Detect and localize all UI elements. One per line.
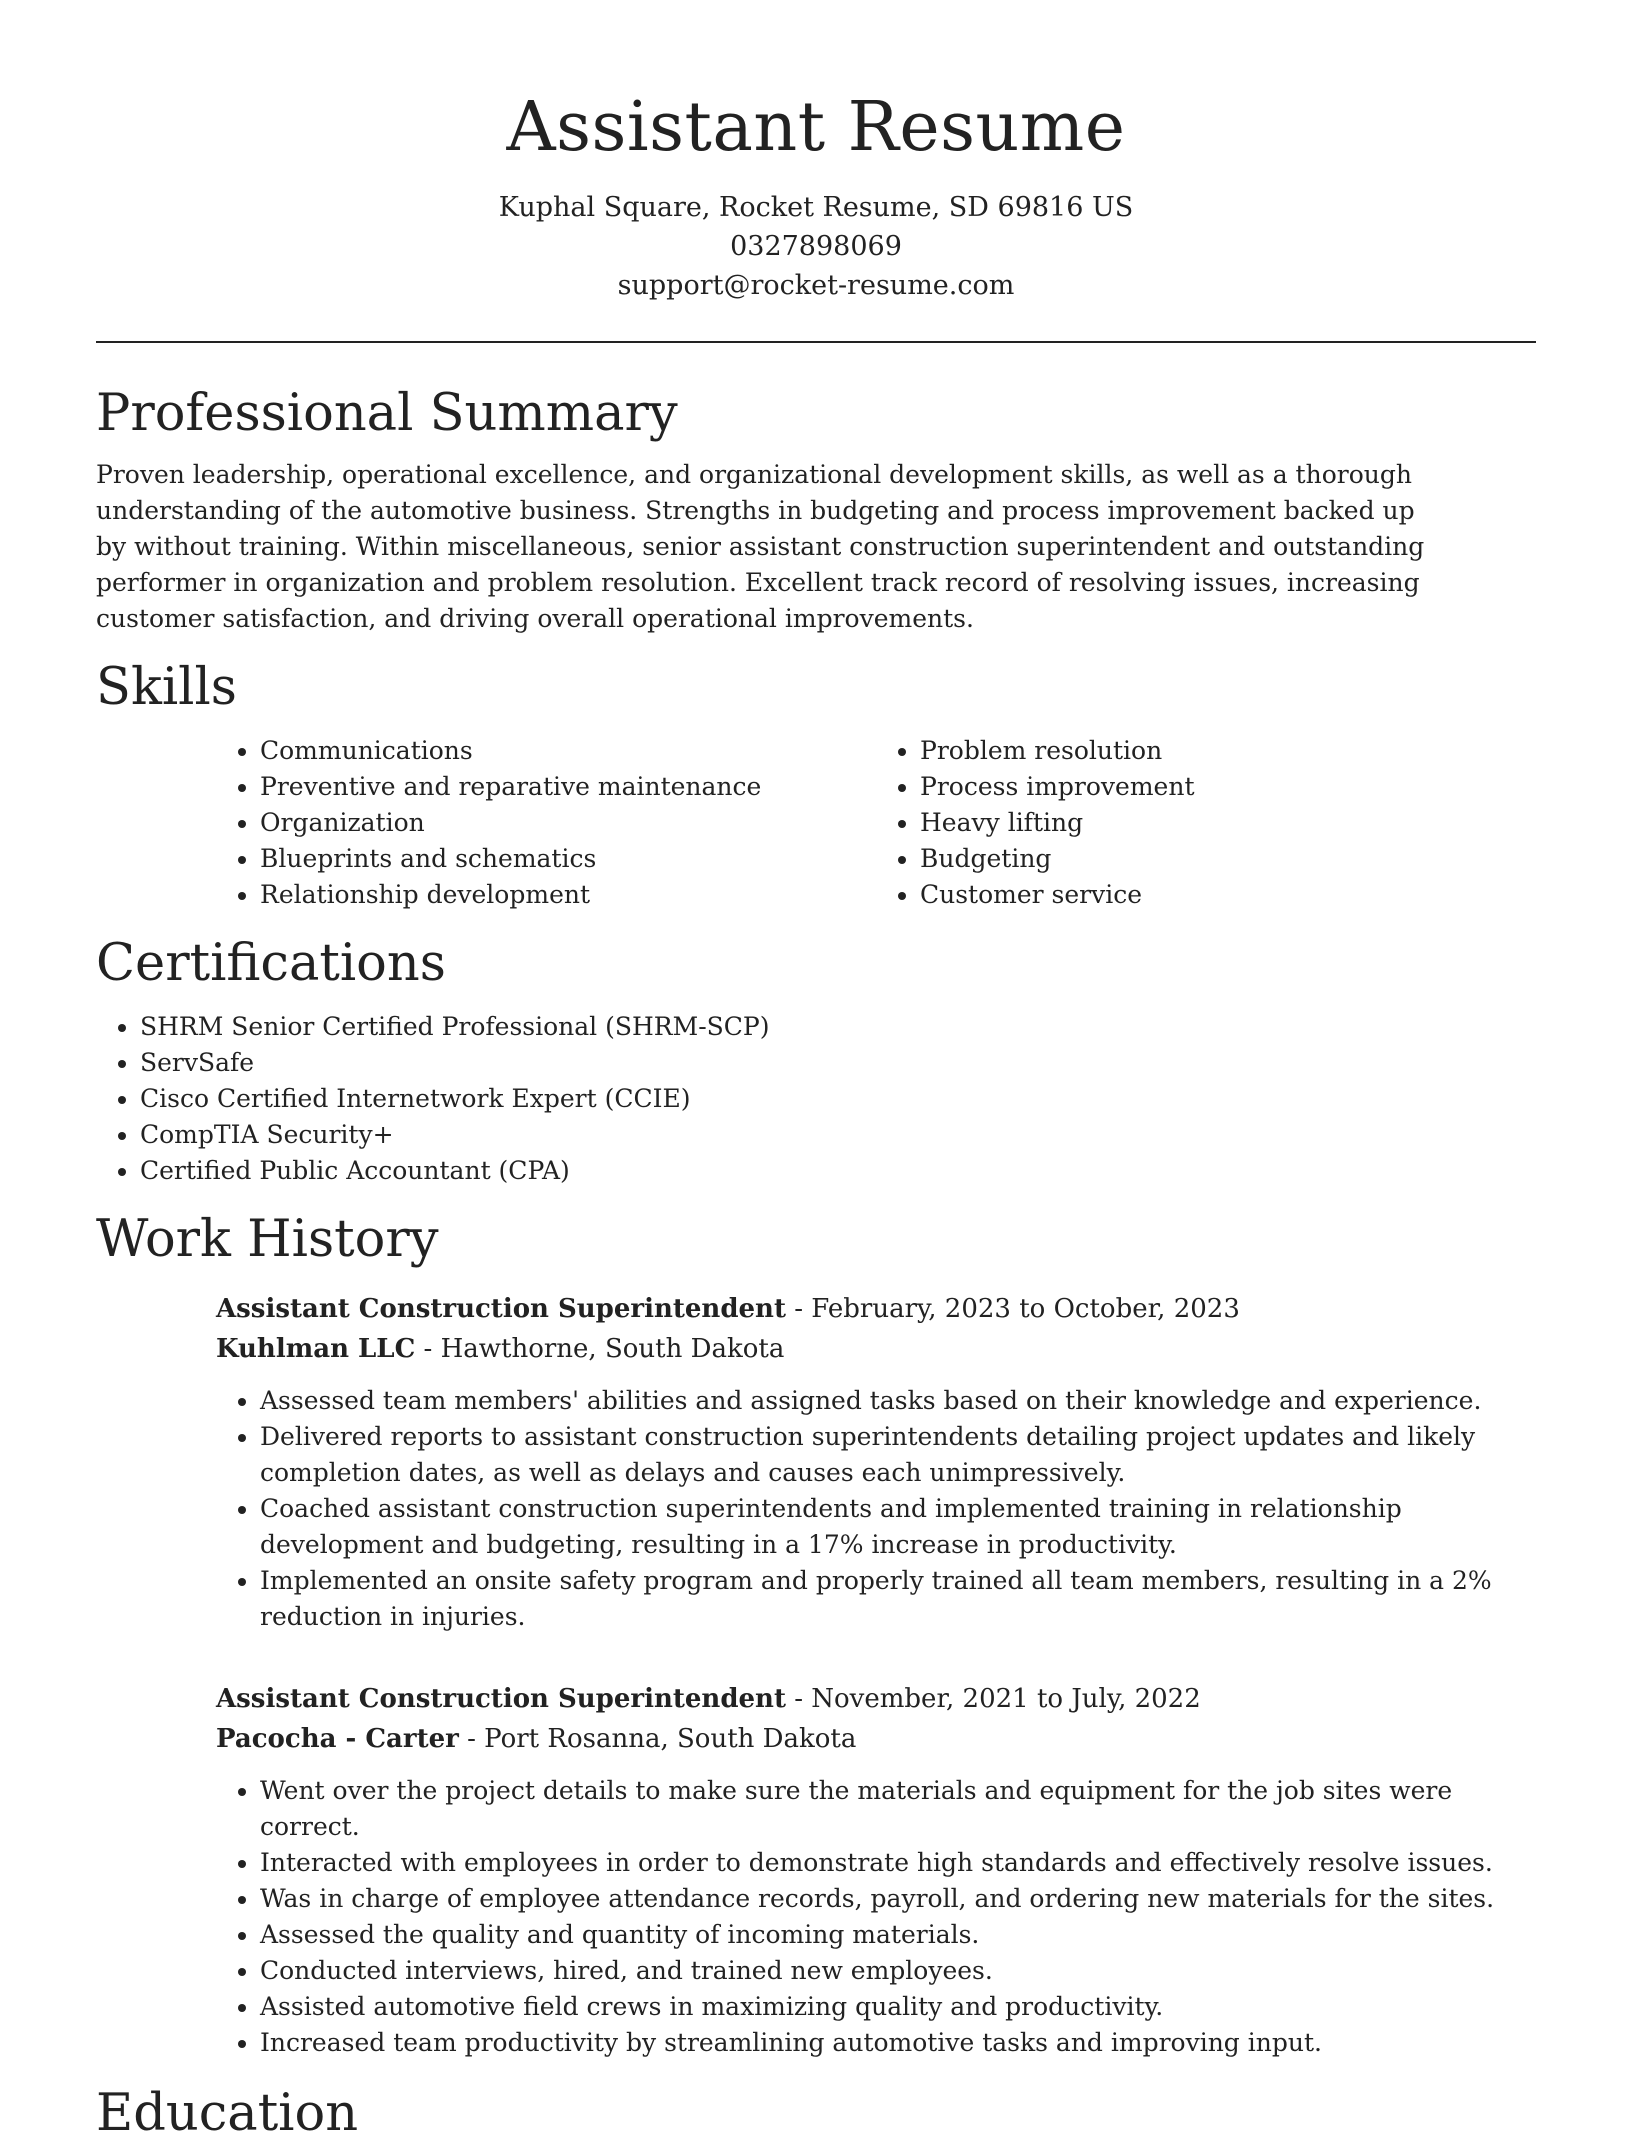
education-section (96, 2083, 1536, 2145)
summary-text: Proven leadership, operational excellence, and organizational development skills, as well as a thorough understanding of the automotive business. Strengths in budgeting and process improvement backed up by without training. Within miscellaneous, senior assistant construction superintendent and outstanding performer in organization and problem resolution. Excellent track record of resolving issues, increasing customer satisfaction, and driving overall operational improvements. (96, 460, 1425, 633)
job-role: Assistant Construction Superintendent (216, 1294, 786, 1324)
work-history-heading: Work History (96, 1210, 439, 1269)
skills-list-left (216, 733, 876, 913)
education-heading: Education (96, 2084, 359, 2143)
job-role: Assistant Construction Superintendent (216, 1684, 786, 1714)
job-location: - Hawthorne, South Dakota (415, 1334, 785, 1364)
work-history-section (96, 1209, 1536, 2061)
skill-item: • Communications (260, 733, 876, 769)
job-company: Pacocha - Carter (216, 1724, 459, 1754)
job-company: Kuhlman LLC (216, 1334, 416, 1364)
job-bullet: • Assessed team members' abilities and assigned tasks based on their knowledge and experience. (260, 1383, 1536, 1419)
job-bullet: • Assisted automotive field crews in maximizing quality and productivity. (260, 1989, 1536, 2025)
skill-item: • Problem resolution (920, 733, 1536, 769)
certification-item: • Certified Public Accountant (CPA) (140, 1153, 1536, 1189)
resume-page (96, 0, 1536, 2145)
job-company-line (216, 1329, 1536, 1369)
contact-phone: 0327898069 (730, 231, 902, 262)
professional-summary-section (96, 383, 1536, 637)
job-bullet: • Coached assistant construction superintendents and implemented training in relationship development and budgeting, resulting in a 17% increase in productivity. (260, 1491, 1536, 1563)
job-bullet: • Increased team productivity by streamlining automotive tasks and improving input. (260, 2025, 1536, 2061)
job-bullet: • Went over the project details to make sure the materials and equipment for the job sites were correct. (260, 1773, 1536, 1845)
job-company-line (216, 1719, 1536, 1759)
skill-item: • Customer service (920, 877, 1536, 913)
skills-heading: Skills (96, 658, 237, 717)
job-entry (216, 1679, 1536, 2061)
job-bullet: • Conducted interviews, hired, and trained new employees. (260, 1953, 1536, 1989)
certification-item: • ServSafe (140, 1045, 1536, 1081)
job-dates: - February, 2023 to October, 2023 (785, 1294, 1240, 1324)
certifications-heading: Certifications (96, 934, 446, 993)
header-divider (96, 341, 1536, 343)
job-bullet: • Assessed the quality and quantity of incoming materials. (260, 1917, 1536, 1953)
skill-item: • Heavy lifting (920, 805, 1536, 841)
contact-address: Kuphal Square, Rocket Resume, SD 69816 US (498, 192, 1134, 223)
certifications-section (96, 933, 1536, 1189)
skill-item: • Budgeting (920, 841, 1536, 877)
certifications-list (96, 1009, 1536, 1189)
job-bullet: • Implemented an onsite safety program and properly trained all team members, resulting in a 2% reduction in injuries. (260, 1563, 1536, 1635)
resume-header (96, 0, 1536, 305)
skill-item: • Process improvement (920, 769, 1536, 805)
job-entry (216, 1289, 1536, 1635)
resume-title: Assistant Resume (506, 88, 1126, 167)
contact-info (96, 188, 1536, 305)
skill-item: • Preventive and reparative maintenance (260, 769, 876, 805)
skill-item: • Organization (260, 805, 876, 841)
skill-item: • Blueprints and schematics (260, 841, 876, 877)
certification-item: • SHRM Senior Certified Professional (SHRM-SCP) (140, 1009, 1536, 1045)
skills-list-right (876, 733, 1536, 913)
job-bullets (216, 1383, 1536, 1635)
job-bullets (216, 1773, 1536, 2061)
skills-columns (216, 733, 1536, 913)
job-location: - Port Rosanna, South Dakota (458, 1724, 857, 1754)
summary-heading: Professional Summary (96, 384, 678, 443)
certification-item: • Cisco Certified Internetwork Expert (CCIE) (140, 1081, 1536, 1117)
job-bullet: • Was in charge of employee attendance records, payroll, and ordering new materials for the sites. (260, 1881, 1536, 1917)
job-title-line (216, 1289, 1536, 1329)
skill-item: • Relationship development (260, 877, 876, 913)
job-bullet: • Delivered reports to assistant construction superintendents detailing project updates and likely completion dates, as well as delays and causes each unimpressively. (260, 1419, 1536, 1491)
contact-email[interactable]: support@rocket-resume.com (617, 270, 1015, 301)
job-title-line (216, 1679, 1536, 1719)
certification-item: • CompTIA Security+ (140, 1117, 1536, 1153)
job-bullet: • Interacted with employees in order to demonstrate high standards and effectively resolve issues. (260, 1845, 1536, 1881)
skills-section (96, 657, 1536, 913)
job-dates: - November, 2021 to July, 2022 (785, 1684, 1201, 1714)
